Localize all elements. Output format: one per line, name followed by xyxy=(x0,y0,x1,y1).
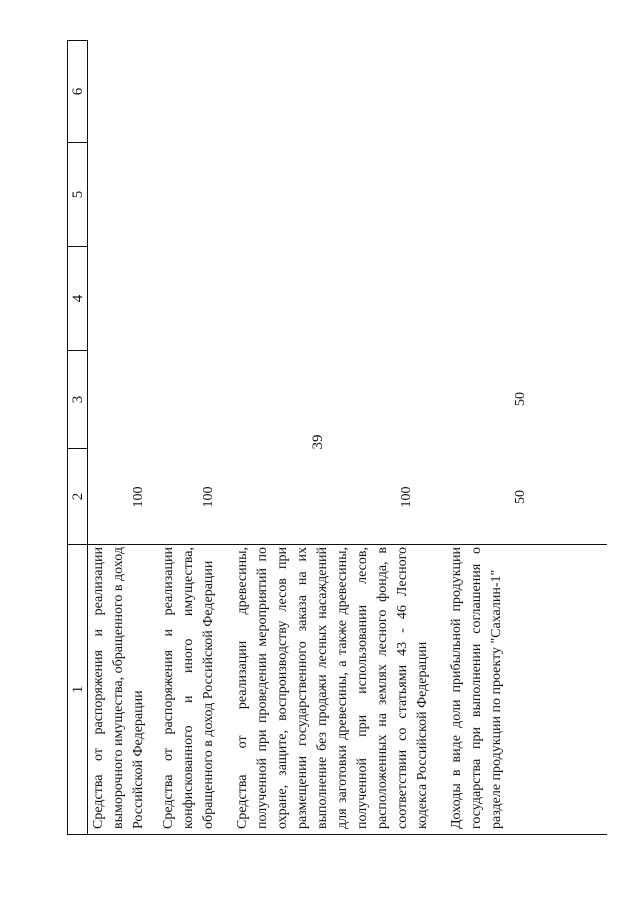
column-header-5: 5 xyxy=(67,143,87,247)
table-row-4-col3: 50 xyxy=(513,392,528,406)
table-row-3-description: Средства от реализации древесины, полученной при проведении мероприятий по охране, защите, воспроизводству лесов при размещении государственного заказа на их выполнение без продажи лесных насаждений для заготовки древесины, а также древесины, полученной при использовании лесов, расположенных на землях лесного фонда, в соответствии со статьями 43 - 46 Лесного кодекса Российской Федерации xyxy=(235,547,430,829)
revenue-table-frame xyxy=(67,40,607,835)
table-row-4-description: Доходы в виде доли прибыльной продукции государства при выполнении соглашения о разделе продукции по проекту "Сахалин-1" xyxy=(449,547,504,829)
column-header-4: 4 xyxy=(67,247,87,351)
page-number: 39 xyxy=(310,434,326,450)
table-row-4-col2: 50 xyxy=(513,490,528,504)
column-header-1: 1 xyxy=(67,545,87,835)
revenue-table xyxy=(67,40,607,835)
header-divider xyxy=(87,40,88,835)
column-header-2: 2 xyxy=(67,449,87,545)
table-row-2-description: Средства от распоряжения и реализации конфискованного и иного имущества, обращенного в доход Российской Федерации xyxy=(161,547,216,829)
table-row-3-col2: 100 xyxy=(399,486,414,508)
table-left-border xyxy=(87,834,607,835)
column-header-6: 6 xyxy=(67,40,87,143)
table-row-1-col2: 100 xyxy=(131,486,146,508)
column-1-divider xyxy=(87,544,607,545)
column-header-3: 3 xyxy=(67,351,87,449)
table-row-2-col2: 100 xyxy=(201,486,216,508)
table-row-1-description: Средства от распоряжения и реализации выморочного имущества, обращенного в доход Российской Федерации xyxy=(91,547,146,829)
